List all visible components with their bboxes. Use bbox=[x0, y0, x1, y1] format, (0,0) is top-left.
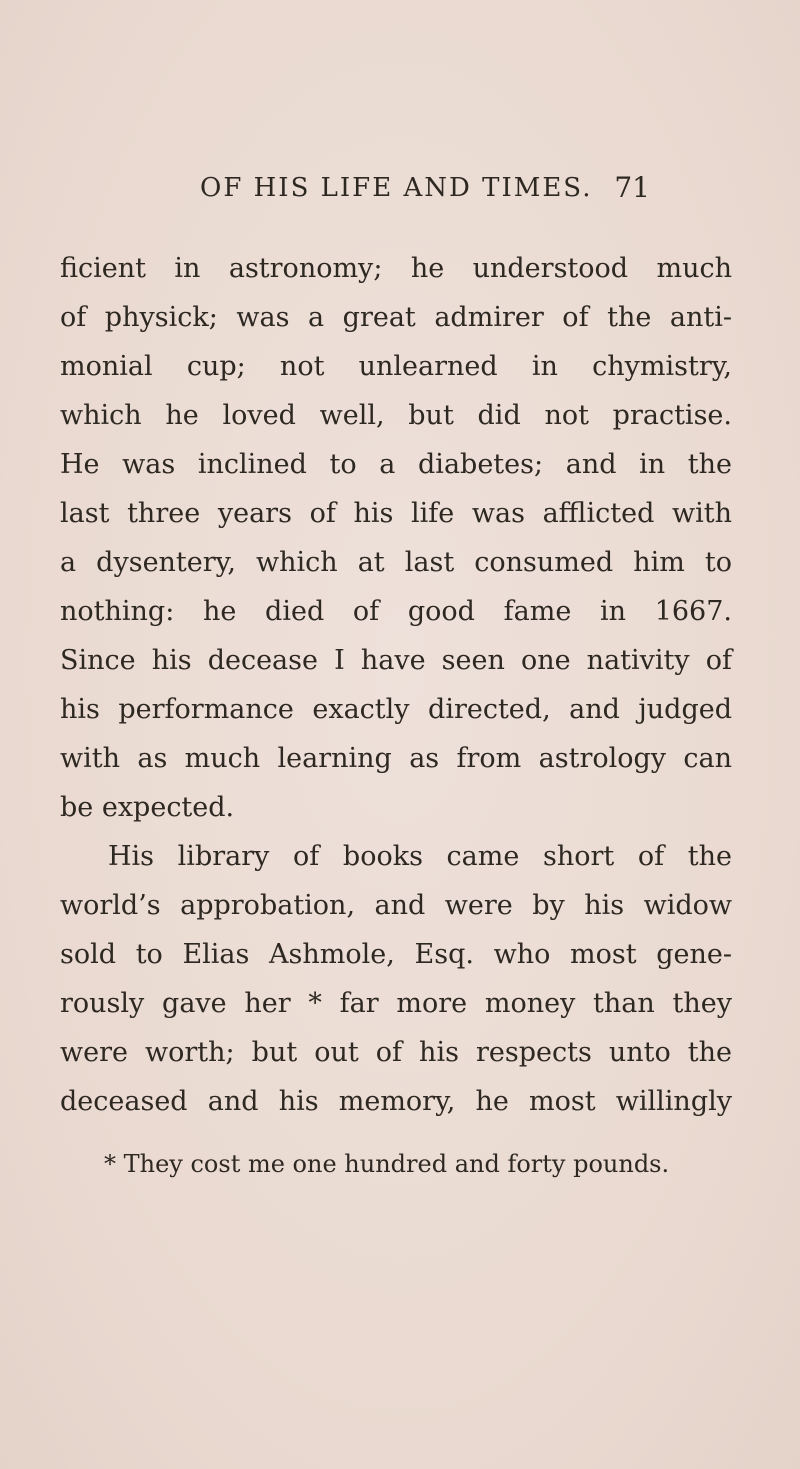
text-line: be expected. bbox=[60, 792, 235, 823]
text-line: a dysentery, which at last consumed him to bbox=[60, 547, 732, 578]
text-line: with as much learning as from astrology can bbox=[60, 743, 732, 774]
text-line: His library of books came short of the bbox=[108, 841, 732, 872]
text-line: deceased and his memory, he most willingly bbox=[60, 1086, 732, 1117]
running-head bbox=[200, 168, 650, 208]
page-number: 71 bbox=[614, 171, 650, 204]
text-line: of physick; was a great admirer of the anti- bbox=[60, 302, 732, 333]
text-line: which he loved well, but did not practise. bbox=[60, 400, 732, 431]
running-title: OF HIS LIFE AND TIMES. bbox=[200, 173, 593, 203]
body-text bbox=[60, 244, 732, 1126]
text-line: monial cup; not unlearned in chymistry, bbox=[60, 351, 732, 382]
text-line: ficient in astronomy; he understood much bbox=[60, 253, 732, 284]
text-line: world’s approbation, and were by his widow bbox=[60, 890, 732, 921]
text-line: sold to Elias Ashmole, Esq. who most gene- bbox=[60, 939, 732, 970]
text-line: last three years of his life was afflicted with bbox=[60, 498, 732, 529]
text-line: Since his decease I have seen one nativity of bbox=[60, 645, 732, 676]
paragraph-1 bbox=[60, 244, 732, 832]
text-line: rously gave her * far more money than they bbox=[60, 988, 732, 1019]
footnote: * They cost me one hundred and forty pounds. bbox=[104, 1150, 670, 1178]
text-line: were worth; but out of his respects unto the bbox=[60, 1037, 732, 1068]
text-line: nothing: he died of good fame in 1667. bbox=[60, 596, 732, 627]
text-line: his performance exactly directed, and judged bbox=[60, 694, 732, 725]
text-line: He was inclined to a diabetes; and in the bbox=[60, 449, 732, 480]
paragraph-2 bbox=[60, 832, 732, 1126]
